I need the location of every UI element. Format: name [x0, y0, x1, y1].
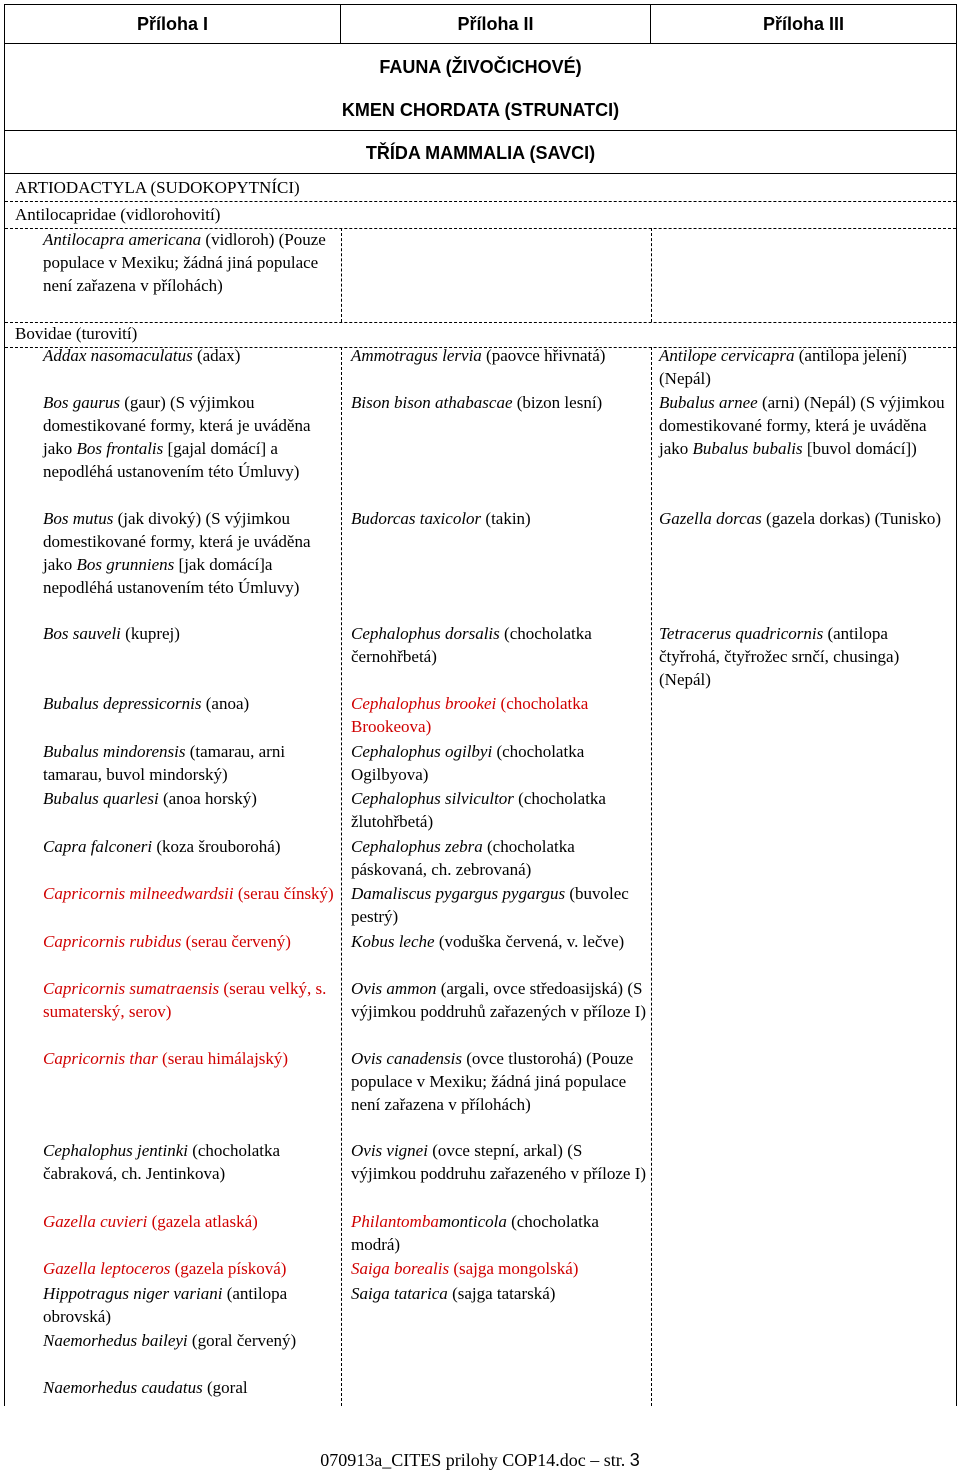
species-entry: [43, 977, 343, 1023]
species-entry: [43, 507, 343, 599]
species-name: Ovis canadensis: [351, 1049, 462, 1068]
species-note: (gaur) (S výjimkou domestikované formy, která je uváděna jako: [43, 393, 311, 458]
species-name: Ovis ammon: [351, 979, 437, 998]
species-note: (chocholatka Ogilbyova): [351, 742, 585, 784]
species-note: (kuprej): [120, 624, 180, 643]
species-name: Capricornis rubidus: [43, 932, 182, 951]
species-note: (koza šrouborohá): [152, 837, 281, 856]
species-name: Bos frontalis: [76, 439, 164, 458]
species-name: Ovis vignei: [351, 1141, 428, 1160]
footer-separator: – str.: [585, 1450, 630, 1470]
species-name: Saiga tatarica: [351, 1284, 448, 1303]
species-note: (anoa): [201, 694, 250, 713]
species-name: Cephalophus ogilbyi: [351, 742, 493, 761]
species-note: (paovce hřivnatá): [481, 346, 606, 365]
species-name: Bubalus quarlesi: [43, 789, 159, 808]
species-note: (chocholatka páskovaná, ch. zebrovaná): [351, 837, 575, 879]
species-note: (voduška červená, v. lečve): [434, 932, 625, 951]
species-entry: [659, 391, 951, 460]
species-name: Antilope cervicapra: [659, 346, 795, 365]
species-note: [buvol domácí]): [802, 439, 917, 458]
banner-divider: [5, 130, 956, 131]
species-note: [jak domácí]a nepodléhá ustanovením této Úmluvy): [43, 555, 300, 597]
species-name: Cephalophus dorsalis: [351, 624, 500, 643]
species-note: (gazela dorkas) (Tunisko): [761, 509, 942, 528]
species-name: Capricornis milneedwardsii: [43, 884, 234, 903]
species-name: Antilocapra americana: [43, 230, 202, 249]
species-entry: [43, 344, 343, 367]
species-note: (gazela atlaská): [147, 1212, 258, 1231]
species-name: Tetracerus quadricornis: [659, 624, 824, 643]
species-note: (bizon lesní): [512, 393, 603, 412]
species-note: (goral červený): [187, 1331, 297, 1350]
species-entry: [43, 1257, 343, 1280]
header-annex-3: [651, 4, 956, 44]
species-entry: [659, 344, 951, 390]
species-note: (chocholatka černohřbetá): [351, 624, 592, 666]
species-entry: [351, 507, 647, 530]
species-name: Cephalophus brookei: [351, 694, 497, 713]
species-name: Gazella leptoceros: [43, 1259, 171, 1278]
species-note: (adax): [192, 346, 241, 365]
species-entry: [351, 740, 647, 786]
species-entry: [43, 1047, 343, 1070]
species-note: (chocholatka modrá): [351, 1212, 599, 1254]
header-annex-2: [341, 4, 651, 44]
column-divider: [651, 228, 652, 322]
species-entry: [351, 882, 647, 928]
species-entry: [351, 622, 647, 668]
species-note: (antilopa obrovská): [43, 1284, 288, 1326]
species-note: (goral: [202, 1378, 248, 1397]
species-note: (sajga tatarská): [447, 1284, 556, 1303]
species-entry: [43, 882, 343, 905]
banner-kmen: KMEN CHORDATA (STRUNATCI): [341, 100, 620, 120]
species-name: Capricornis sumatraensis: [43, 979, 220, 998]
species-note: (antilopa jelení) (Nepál): [659, 346, 907, 388]
species-entry: [351, 835, 647, 881]
dashed-rule: [5, 322, 956, 323]
species-name: Naemorhedus baileyi: [43, 1331, 188, 1350]
species-note: (tamarau, arni tamarau, buvol mindorský): [43, 742, 286, 784]
species-note: (takin): [481, 509, 531, 528]
species-note: (jak divoký) (S výjimkou domestikované formy, která je uváděna jako: [43, 509, 311, 574]
species-name: Capra falconeri: [43, 837, 153, 856]
species-name: Bos grunniens: [76, 555, 175, 574]
family-bovidae: Bovidae (turovití): [15, 324, 138, 343]
species-name: Bos sauveli: [43, 624, 121, 643]
species-entry: [43, 835, 343, 858]
species-note: (serau červený): [181, 932, 291, 951]
species-note: (chocholatka Brookeova): [351, 694, 589, 736]
species-entry: [43, 1329, 343, 1352]
species-name: Bos gaurus: [43, 393, 120, 412]
species-note: (chocholatka žlutohřbetá): [351, 789, 606, 831]
species-entry: [351, 977, 647, 1023]
species-name: Damaliscus pygargus pygargus: [351, 884, 566, 903]
species-name: Gazella dorcas: [659, 509, 762, 528]
species-name: Bison bison athabascae: [351, 393, 513, 412]
species-note: (chocholatka čabraková, ch. Jentinkova): [43, 1141, 281, 1183]
species-name: Kobus leche: [351, 932, 435, 951]
species-note: (ovce tlustorohá) (Pouze populace v Mexiku; žádná jiná populace není zařazena v přílohách): [351, 1049, 634, 1114]
column-divider: [651, 347, 652, 1406]
species-name: Budorcas taxicolor: [351, 509, 482, 528]
species-name: Addax nasomaculatus: [43, 346, 193, 365]
species-note: (antilopa čtyřrohá, čtyřrožec srnčí, chusinga) (Nepál): [659, 624, 900, 689]
species-name: Cephalophus silvicultor: [351, 789, 514, 808]
species-name: Bubalus depressicornis: [43, 694, 202, 713]
species-antilocapra: [43, 228, 343, 297]
species-name: Gazella cuvieri: [43, 1212, 148, 1231]
header-annex-1-label: Příloha I: [136, 13, 208, 34]
species-name: Cephalophus zebra: [351, 837, 483, 856]
species-name: Bubalus bubalis: [692, 439, 803, 458]
species-entry: [351, 930, 647, 953]
species-entry: [659, 622, 951, 691]
column-divider: [341, 347, 342, 1406]
document-page: [4, 4, 957, 1406]
species-note: (serau himálajský): [157, 1049, 289, 1068]
header-annex-1: [5, 4, 341, 44]
species-entry: [43, 1210, 343, 1233]
column-divider: [341, 228, 342, 322]
species-entry: [43, 692, 343, 715]
species-note: (anoa horský): [158, 789, 257, 808]
order-heading: ARTIODACTYLA (SUDOKOPYTNÍCI): [15, 178, 300, 197]
species-entry: [43, 740, 343, 786]
species-name: monticola: [438, 1212, 507, 1231]
species-note: (serau velký, s. sumaterský, serov): [43, 979, 327, 1021]
footer-page-number: 3: [629, 1450, 640, 1470]
species-name: Cephalophus jentinki: [43, 1141, 188, 1160]
species-entry: [659, 507, 951, 530]
class-divider: [5, 173, 956, 174]
page-footer: [0, 1450, 960, 1471]
species-entry: [351, 1210, 647, 1256]
species-note: (sajga mongolská): [449, 1259, 579, 1278]
species-name: Capricornis thar: [43, 1049, 158, 1068]
species-note: (serau čínský): [233, 884, 334, 903]
species-note: (arni) (Nepál) (S výjimkou domestikované formy, která je uváděna jako: [659, 393, 945, 458]
species-entry: [351, 1257, 647, 1280]
species-entry: [351, 692, 647, 738]
species-entry: [43, 930, 343, 953]
species-name: Bubalus mindorensis: [43, 742, 186, 761]
header-annex-2-label: Příloha II: [457, 13, 534, 34]
species-name: Saiga borealis: [351, 1259, 450, 1278]
species-name: Hippotragus niger variani: [43, 1284, 223, 1303]
species-note: (buvolec pestrý): [351, 884, 629, 926]
species-entry: [43, 622, 343, 645]
species-entry: [43, 391, 343, 483]
species-entry: [351, 787, 647, 833]
species-entry: [43, 1139, 343, 1185]
species-note: (argali, ovce středoasijská) (S výjimkou poddruhů zařazených v příloze I): [351, 979, 647, 1021]
species-entry: [43, 1376, 343, 1399]
header-annex-3-label: Příloha III: [762, 13, 845, 34]
species-name: Philantomba: [351, 1212, 439, 1231]
species-entry: [351, 391, 647, 414]
species-note: (vidloroh) (Pouze populace v Mexiku; žádná jiná populace není zařazena v přílohách): [43, 230, 326, 295]
species-note: (gazela písková): [170, 1259, 287, 1278]
banner-trida: TŘÍDA MAMMALIA (SAVCI): [365, 143, 596, 163]
species-entry: [351, 1139, 647, 1185]
species-name: Naemorhedus caudatus: [43, 1378, 203, 1397]
family-antilocapridae: Antilocapridae (vidlorohovití): [15, 205, 221, 224]
banner-fauna: FAUNA (ŽIVOČICHOVÉ): [379, 57, 582, 77]
species-note: [gajal domácí] a nepodléhá ustanovením této Úmluvy): [43, 439, 300, 481]
species-name: Bos mutus: [43, 509, 114, 528]
species-entry: [43, 787, 343, 810]
species-note: (ovce stepní, arkal) (S výjimkou poddruhu zařazeného v příloze I): [351, 1141, 647, 1183]
species-name: Ammotragus lervia: [351, 346, 482, 365]
dashed-rule: [5, 201, 956, 202]
species-entry: [351, 344, 647, 367]
footer-filename: 070913a_CITES prilohy COP14.doc: [320, 1450, 586, 1470]
species-entry: [351, 1282, 647, 1305]
species-entry: [43, 1282, 343, 1328]
species-entry: [351, 1047, 647, 1116]
species-name: Bubalus arnee: [659, 393, 758, 412]
